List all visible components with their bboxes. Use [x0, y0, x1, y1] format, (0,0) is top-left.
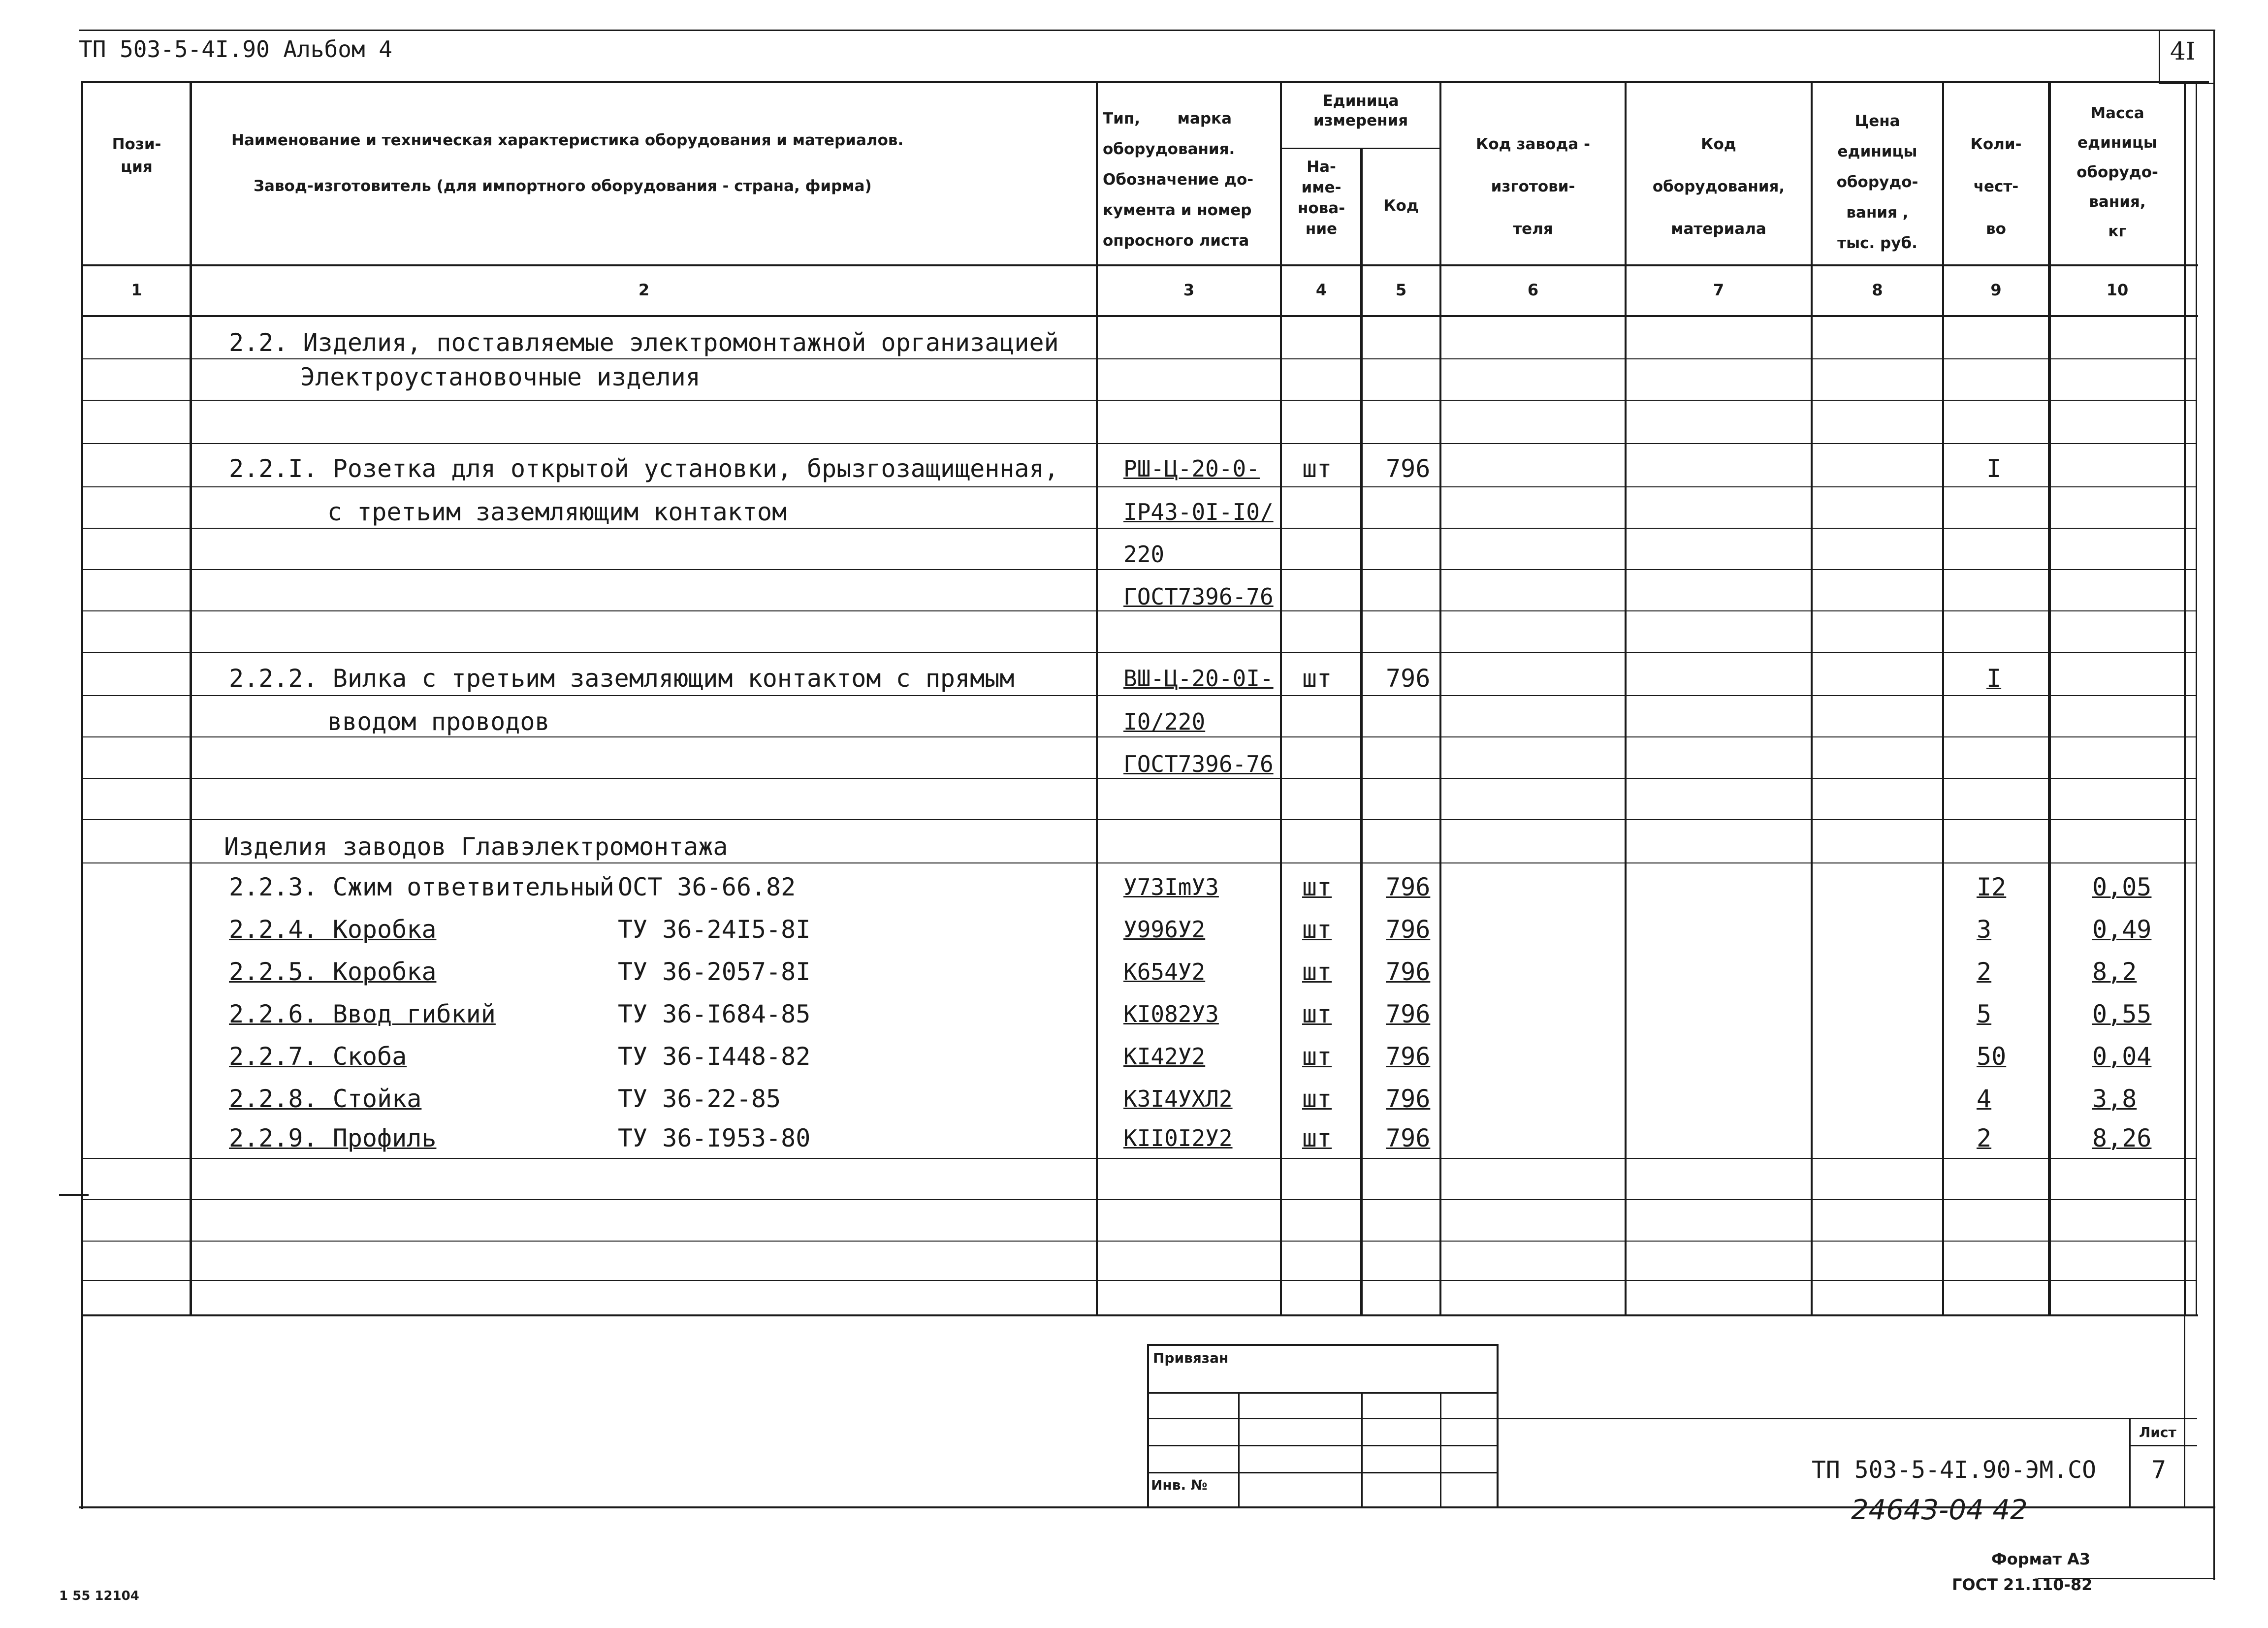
col-number-4: 4: [1315, 281, 1327, 299]
document-code: ТП 503-5-4I.90-ЭМ.СО: [1812, 1456, 2096, 1484]
item-document: ТУ 36-24I5-8I: [618, 915, 811, 944]
item-unit: шт: [1302, 873, 1332, 901]
item-name-cont: с третьим заземляющим контактом: [327, 498, 787, 526]
col-header-unit-group: Единица измерения: [1313, 92, 1408, 129]
item-unit-code: 796: [1386, 1042, 1431, 1071]
item-quantity: I2: [1977, 873, 2007, 901]
item-unit-code: 796: [1386, 915, 1431, 944]
item-unit: шт: [1302, 1085, 1332, 1113]
item-document: ОСТ 36-66.82: [618, 873, 796, 901]
item-document: ТУ 36-I953-80: [618, 1124, 811, 1152]
item-unit: шт: [1302, 454, 1332, 483]
item-mass: 0,05: [2092, 873, 2152, 901]
col-header-type: Тип, марка оборудования. Обозначение до- кумента и номер опросного листа: [1103, 110, 1254, 250]
item-name: 2.2.2. Вилка с третьим заземляющим контактом с прямым: [229, 664, 1015, 693]
inventory-number-label: Инв. №: [1151, 1477, 1208, 1493]
item-type: I0/220: [1123, 708, 1206, 735]
item-type: У73ImУ3: [1123, 874, 1219, 900]
item-quantity: 2: [1977, 1124, 1992, 1152]
sheet-label: Лист: [2139, 1424, 2176, 1440]
item-type: ГОСТ7396-76: [1123, 751, 1274, 777]
item-unit: шт: [1302, 664, 1332, 693]
section-title: 2.2. Изделия, поставляемые электромонтажной организацией: [229, 328, 1059, 357]
privyazan-label: Привязан: [1153, 1350, 1229, 1366]
handwritten-note: 24643-04 42: [1851, 1494, 2028, 1526]
item-mass: 8,2: [2092, 958, 2137, 986]
item-type: ВШ-Ц-20-0I-: [1123, 665, 1274, 692]
item-name: 2.2.4. Коробка: [229, 915, 437, 944]
item-name: 2.2.6. Ввод гибкий: [229, 1000, 496, 1028]
item-quantity: 50: [1977, 1042, 2007, 1071]
item-name: 2.2.3. Сжим ответвительный: [229, 873, 614, 901]
col-header-quantity: Коли- чест- во: [1970, 135, 2022, 238]
item-name: 2.2.8. Стойка: [229, 1085, 422, 1113]
sheet-number: 7: [2151, 1456, 2167, 1484]
item-mass: 0,04: [2092, 1042, 2152, 1071]
page-number: 4I: [2170, 37, 2196, 65]
item-mass: 3,8: [2092, 1085, 2137, 1113]
item-type: К3I4УХЛ2: [1123, 1085, 1233, 1112]
item-unit: шт: [1302, 1000, 1332, 1028]
item-unit: шт: [1302, 1124, 1332, 1152]
item-document: ТУ 36-22-85: [618, 1085, 781, 1113]
col-number-9: 9: [1990, 281, 2002, 299]
col-number-5: 5: [1395, 281, 1407, 299]
col-number-7: 7: [1713, 281, 1725, 299]
item-type: IР43-0I-I0/: [1123, 499, 1274, 525]
group-title: Изделия заводов Главэлектромонтажа: [224, 832, 728, 861]
item-unit-code: 796: [1386, 664, 1431, 693]
item-type: 220: [1123, 541, 1165, 568]
item-document: ТУ 36-2057-8I: [618, 958, 811, 986]
print-number: 1 55 12104: [59, 1589, 139, 1603]
item-type: КI082У3: [1123, 1001, 1219, 1027]
col-number-1: 1: [131, 281, 142, 299]
item-mass: 0,55: [2092, 1000, 2152, 1028]
item-type: КII0I2У2: [1123, 1125, 1233, 1151]
item-unit: шт: [1302, 915, 1332, 944]
item-unit: шт: [1302, 958, 1332, 986]
item-name: 2.2.7. Скоба: [229, 1042, 407, 1071]
item-type: ГОСТ7396-76: [1123, 583, 1274, 610]
doc-title: ТП 503-5-4I.90 Альбом 4: [79, 36, 392, 63]
col-header-unit-code: Код: [1383, 197, 1419, 215]
item-unit-code: 796: [1386, 873, 1431, 901]
col-header-name-line1: Наименование и техническая характеристика оборудования и материалов.: [231, 131, 904, 149]
col-header-price: Цена единицы оборудо- вания , тыс. руб.: [1836, 112, 1918, 252]
item-type: РШ-Ц-20-0-: [1123, 455, 1260, 482]
item-quantity: 4: [1977, 1085, 1992, 1113]
item-unit-code: 796: [1386, 1085, 1431, 1113]
item-quantity: 5: [1977, 1000, 1992, 1028]
item-unit-code: 796: [1386, 1124, 1431, 1152]
item-quantity: 2: [1977, 958, 1992, 986]
col-header-mass: Масса единицы оборудо- вания, кг: [2076, 104, 2158, 240]
item-mass: 8,26: [2092, 1124, 2152, 1152]
item-name: 2.2.9. Профиль: [229, 1124, 437, 1152]
item-type: У996У2: [1123, 916, 1206, 943]
col-header-factory-code: Код завода - изготови- теля: [1476, 135, 1590, 238]
col-header-unit-name: На- име- нова- ние: [1297, 158, 1345, 238]
item-name: 2.2.5. Коробка: [229, 958, 437, 986]
item-quantity: I: [1986, 454, 2002, 483]
item-document: ТУ 36-I448-82: [618, 1042, 811, 1071]
item-unit-code: 796: [1386, 1000, 1431, 1028]
item-name: 2.2.I. Розетка для открытой установки, брызгозащищенная,: [229, 454, 1059, 483]
item-unit-code: 796: [1386, 958, 1431, 986]
item-type: К654У2: [1123, 958, 1206, 985]
col-header-equipment-code: Код оборудования, материала: [1652, 135, 1785, 238]
item-quantity: 3: [1977, 915, 1992, 944]
section-subtitle: Электроустановочные изделия: [300, 363, 701, 391]
col-number-10: 10: [2106, 281, 2129, 299]
col-number-2: 2: [638, 281, 650, 299]
col-header-name-line2: Завод-изготовитель (для импортного оборудования - страна, фирма): [254, 177, 872, 195]
item-document: ТУ 36-I684-85: [618, 1000, 811, 1028]
col-number-6: 6: [1527, 281, 1539, 299]
item-quantity: I: [1986, 664, 2002, 693]
item-type: КI42У2: [1123, 1043, 1206, 1070]
col-number-3: 3: [1183, 281, 1195, 299]
col-number-8: 8: [1872, 281, 1883, 299]
col-header-position: Пози- ция: [112, 135, 161, 176]
item-unit: шт: [1302, 1042, 1332, 1071]
gost-label: ГОСТ 21.110-82: [1952, 1575, 2093, 1594]
item-name-cont: вводом проводов: [327, 707, 550, 736]
item-mass: 0,49: [2092, 915, 2152, 944]
format-label: Формат А3: [1991, 1550, 2091, 1568]
item-unit-code: 796: [1386, 454, 1431, 483]
